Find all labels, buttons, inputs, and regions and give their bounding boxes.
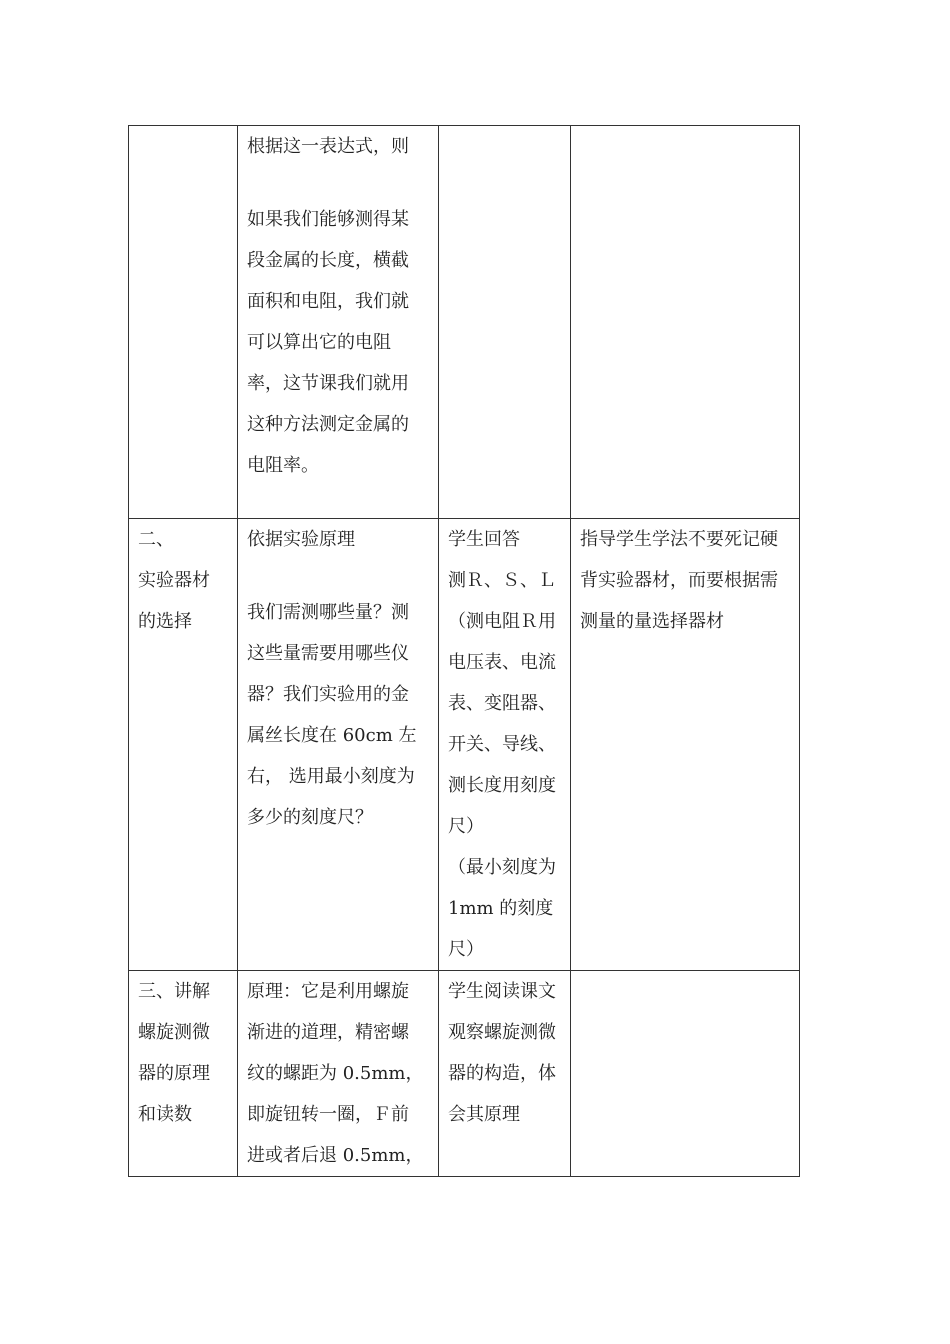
text-line: 观察螺旋测微: [448, 1022, 556, 1043]
text-line: 器的原理: [138, 1063, 210, 1084]
row1-note-cell: [571, 126, 800, 519]
text-line: 即旋钮转一圈，Ｆ前: [247, 1104, 409, 1125]
text-line: 学生回答: [448, 529, 520, 550]
text-line: 进或者后退 0.5mm，: [247, 1145, 424, 1166]
text-line: 面积和电阻，我们就: [247, 291, 409, 312]
text-line: 原理：它是利用螺旋: [247, 981, 409, 1002]
text-line: 器？我们实验用的金: [247, 684, 409, 705]
row3-student-cell: [439, 971, 571, 1177]
row3-note-cell: [571, 971, 800, 1177]
text-line: 率，这节课我们就用: [247, 373, 409, 394]
text-line: 渐进的道理，精密螺: [247, 1022, 409, 1043]
text-line: 段金属的长度，横截: [247, 250, 409, 271]
text-line: 测长度用刻度: [448, 775, 556, 796]
text-line: 这些量需要用哪些仪: [247, 643, 409, 664]
text-line: 开关、导线、: [448, 734, 556, 755]
table-row: [129, 126, 800, 519]
text-line: （最小刻度为: [448, 857, 556, 878]
text-line: 测量的量选择器材: [580, 611, 724, 632]
text-line: 电压表、电流: [448, 652, 556, 673]
text-line: 器的构造，体: [448, 1063, 556, 1084]
text-line: 右， 选用最小刻度为: [247, 766, 415, 787]
row1-step-cell: [129, 126, 238, 519]
text-line: 会其原理: [448, 1104, 520, 1125]
text-line: 学生阅读课文: [448, 981, 556, 1002]
table-row: [129, 519, 800, 971]
text-line: 属丝长度在 60cm 左: [247, 725, 417, 746]
text-line: 表、变阻器、: [448, 693, 556, 714]
text-line: 依据实验原理: [247, 529, 355, 550]
text-line: （测电阻Ｒ用: [448, 611, 556, 632]
text-line: 电阻率。: [247, 455, 319, 476]
row2-note-cell: [571, 519, 800, 971]
row3-teacher-cell: [238, 971, 439, 1177]
text-line: 多少的刻度尺？: [247, 807, 373, 828]
text-line: 和读数: [138, 1104, 192, 1125]
text-line: 尺）: [448, 939, 484, 960]
text-line: 这种方法测定金属的: [247, 414, 409, 435]
text-line: 背实验器材，而要根据需: [580, 570, 778, 591]
text-line: 三、讲解: [138, 981, 210, 1002]
text-line: 螺旋测微: [138, 1022, 210, 1043]
text-line: 可以算出它的电阻: [247, 332, 391, 353]
text-line: 尺）: [448, 816, 484, 837]
text-line: 的选择: [138, 611, 192, 632]
text-line: 我们需测哪些量？测: [247, 602, 409, 623]
row2-teacher-cell: [238, 519, 439, 971]
table-row: [129, 971, 800, 1177]
text-line: 测Ｒ、Ｓ、Ｌ: [448, 570, 556, 591]
text-line: 根据这一表达式，则: [247, 136, 409, 157]
row1-teacher-cell: [238, 126, 439, 519]
row3-step-cell: [129, 971, 238, 1177]
text-line: 1mm 的刻度: [448, 898, 554, 919]
text-line: 实验器材: [138, 570, 210, 591]
row2-student-cell: [439, 519, 571, 971]
row1-student-cell: [439, 126, 571, 519]
text-line: 纹的螺距为 0.5mm，: [247, 1063, 424, 1084]
text-line: 二、: [138, 529, 174, 550]
text-line: 指导学生学法不要死记硬: [580, 529, 778, 550]
row2-step-cell: [129, 519, 238, 971]
text-line: 如果我们能够测得某: [247, 209, 409, 230]
lesson-plan-table: [128, 125, 800, 1177]
